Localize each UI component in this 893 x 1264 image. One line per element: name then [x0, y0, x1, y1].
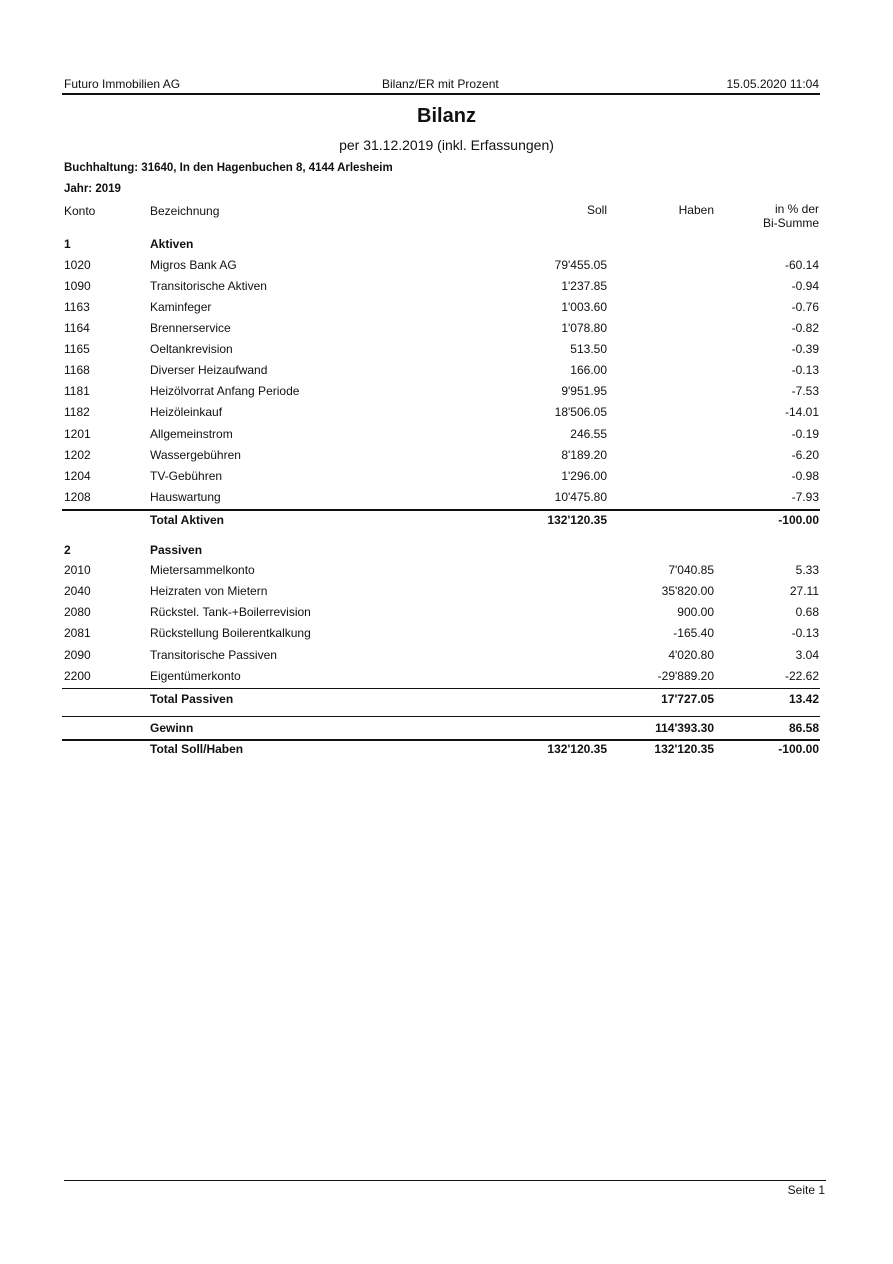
konto-cell: 1182 [64, 405, 90, 419]
bezeichnung-cell: Heizölvorrat Anfang Periode [150, 384, 300, 398]
table-row [0, 405, 893, 425]
percent-cell: -0.98 [791, 469, 819, 483]
bezeichnung-cell: Transitorische Aktiven [150, 279, 267, 293]
col-bezeichnung: Bezeichnung [150, 204, 220, 218]
percent-cell: 27.11 [789, 584, 819, 598]
table-row [0, 626, 893, 646]
percent-cell: -0.76 [791, 300, 819, 314]
percent-cell: -0.13 [791, 626, 819, 640]
percent-cell: 5.33 [795, 563, 819, 577]
soll-cell: 8'189.20 [561, 448, 607, 462]
total-haben: 17'727.05 [661, 692, 714, 706]
col-konto: Konto [64, 204, 96, 218]
konto-cell: 2081 [64, 626, 91, 640]
header-rule [62, 93, 820, 95]
footer-rule [64, 1180, 826, 1181]
report-name: Bilanz/ER mit Prozent [382, 77, 499, 91]
haben-cell: 7'040.85 [668, 563, 714, 577]
table-row [0, 427, 893, 447]
soll-cell: 79'455.05 [554, 258, 607, 272]
percent-cell: -0.13 [791, 363, 819, 377]
page-title: Bilanz [417, 105, 476, 127]
konto-cell: 2040 [64, 584, 91, 598]
konto-cell: 2010 [64, 563, 91, 577]
konto-cell: 1201 [64, 427, 91, 441]
table-row [0, 279, 893, 299]
table-row [0, 669, 893, 689]
table-row [0, 321, 893, 341]
percent-cell: -60.14 [784, 258, 819, 272]
percent-cell: -22.62 [784, 669, 819, 683]
table-row [0, 605, 893, 625]
bezeichnung-cell: Transitorische Passiven [150, 648, 277, 662]
soll-cell: 1'078.80 [561, 321, 607, 335]
soll-cell: 1'237.85 [561, 279, 607, 293]
grand-total-rule [62, 739, 820, 741]
haben-cell: -165.40 [673, 626, 714, 640]
total-percent: -100.00 [778, 513, 819, 527]
percent-cell: -14.01 [784, 405, 819, 419]
group-label: Aktiven [150, 237, 194, 251]
bezeichnung-cell: Mietersammelkonto [150, 563, 255, 577]
soll-cell: 1'003.60 [561, 300, 607, 314]
buchhaltung-info: Buchhaltung: 31640, In den Hagenbuchen 8, 4144 Arlesheim [64, 162, 393, 174]
bezeichnung-cell: Brennerservice [150, 321, 231, 335]
grand-total-percent: -100.00 [778, 742, 819, 756]
konto-cell: 2080 [64, 605, 91, 619]
col-percent-line2: Bi-Summe [762, 216, 819, 230]
haben-cell: 35'820.00 [661, 584, 714, 598]
col-haben: Haben [678, 203, 714, 217]
bezeichnung-cell: TV-Gebühren [150, 469, 223, 483]
group-aktiven [0, 237, 893, 257]
percent-cell: 3.04 [795, 648, 819, 662]
percent-cell: -0.39 [791, 342, 819, 356]
konto-cell: 1020 [64, 258, 91, 272]
table-row [0, 469, 893, 489]
total-passiven-rule [62, 688, 820, 689]
soll-cell: 513.50 [570, 342, 607, 356]
col-soll: Soll [586, 203, 607, 217]
page-number: Seite 1 [787, 1183, 825, 1197]
percent-cell: -7.53 [791, 384, 819, 398]
konto-cell: 2090 [64, 648, 91, 662]
grand-total-soll: 132'120.35 [547, 742, 607, 756]
percent-cell: -0.19 [791, 427, 819, 441]
soll-cell: 1'296.00 [561, 469, 607, 483]
bezeichnung-cell: Heizraten von Mietern [150, 584, 268, 598]
gewinn-haben: 114'393.30 [655, 721, 714, 735]
total-aktiven-rule [62, 509, 820, 511]
grand-total-label: Total Soll/Haben [150, 742, 244, 756]
haben-cell: 4'020.80 [668, 648, 714, 662]
konto-cell: 1181 [64, 384, 90, 398]
soll-cell: 18'506.05 [554, 405, 607, 419]
grand-total-row [0, 742, 893, 762]
print-datetime: 15.05.2020 11:04 [726, 77, 819, 91]
table-row [0, 490, 893, 510]
gewinn-percent: 86.58 [788, 721, 819, 735]
bezeichnung-cell: Hauswartung [150, 490, 221, 504]
gewinn-rule [62, 716, 820, 717]
soll-cell: 246.55 [570, 427, 607, 441]
table-row [0, 648, 893, 668]
bezeichnung-cell: Kaminfeger [150, 300, 212, 314]
jahr-info: Jahr: 2019 [64, 183, 121, 195]
soll-cell: 10'475.80 [554, 490, 607, 504]
konto-cell: 1165 [64, 342, 90, 356]
percent-cell: 0.68 [795, 605, 819, 619]
table-row [0, 342, 893, 362]
bezeichnung-cell: Diverser Heizaufwand [150, 363, 268, 377]
total-label: Total Passiven [150, 692, 234, 706]
percent-cell: -6.20 [791, 448, 819, 462]
table-row [0, 363, 893, 383]
table-row [0, 384, 893, 404]
bezeichnung-cell: Rückstel. Tank-+Boilerrevision [150, 605, 311, 619]
haben-cell: 900.00 [677, 605, 714, 619]
total-aktiven-row [0, 513, 893, 533]
konto-cell: 1208 [64, 490, 91, 504]
konto-cell: 1204 [64, 469, 91, 483]
total-percent: 13.42 [788, 692, 819, 706]
page-subtitle: per 31.12.2019 (inkl. Erfassungen) [339, 137, 554, 153]
bezeichnung-cell: Rückstellung Boilerentkalkung [150, 626, 311, 640]
konto-cell: 1163 [64, 300, 90, 314]
table-row [0, 258, 893, 278]
percent-cell: -0.94 [791, 279, 819, 293]
table-row [0, 448, 893, 468]
total-passiven-row [0, 692, 893, 712]
col-percent-line1: in % der [774, 202, 819, 216]
table-row [0, 300, 893, 320]
percent-cell: -0.82 [791, 321, 819, 335]
bezeichnung-cell: Heizöleinkauf [150, 405, 223, 419]
gewinn-row [0, 721, 893, 741]
bezeichnung-cell: Wassergebühren [150, 448, 241, 462]
table-row [0, 563, 893, 583]
group-number: 1 [64, 237, 71, 251]
col-percent [763, 202, 819, 230]
total-label: Total Aktiven [150, 513, 225, 527]
soll-cell: 166.00 [570, 363, 607, 377]
company-name: Futuro Immobilien AG [64, 77, 181, 91]
konto-cell: 2200 [64, 669, 91, 683]
konto-cell: 1164 [64, 321, 90, 335]
gewinn-label: Gewinn [150, 721, 194, 735]
konto-cell: 1168 [64, 363, 90, 377]
table-row [0, 584, 893, 604]
bezeichnung-cell: Eigentümerkonto [150, 669, 241, 683]
group-label: Passiven [150, 543, 203, 557]
total-soll: 132'120.35 [547, 513, 607, 527]
percent-cell: -7.93 [791, 490, 819, 504]
haben-cell: -29'889.20 [657, 669, 714, 683]
grand-total-haben: 132'120.35 [654, 742, 714, 756]
bezeichnung-cell: Migros Bank AG [150, 258, 237, 272]
group-passiven [0, 543, 893, 563]
bezeichnung-cell: Oeltankrevision [150, 342, 233, 356]
group-number: 2 [64, 543, 71, 557]
konto-cell: 1202 [64, 448, 91, 462]
bezeichnung-cell: Allgemeinstrom [150, 427, 233, 441]
konto-cell: 1090 [64, 279, 91, 293]
soll-cell: 9'951.95 [561, 384, 607, 398]
